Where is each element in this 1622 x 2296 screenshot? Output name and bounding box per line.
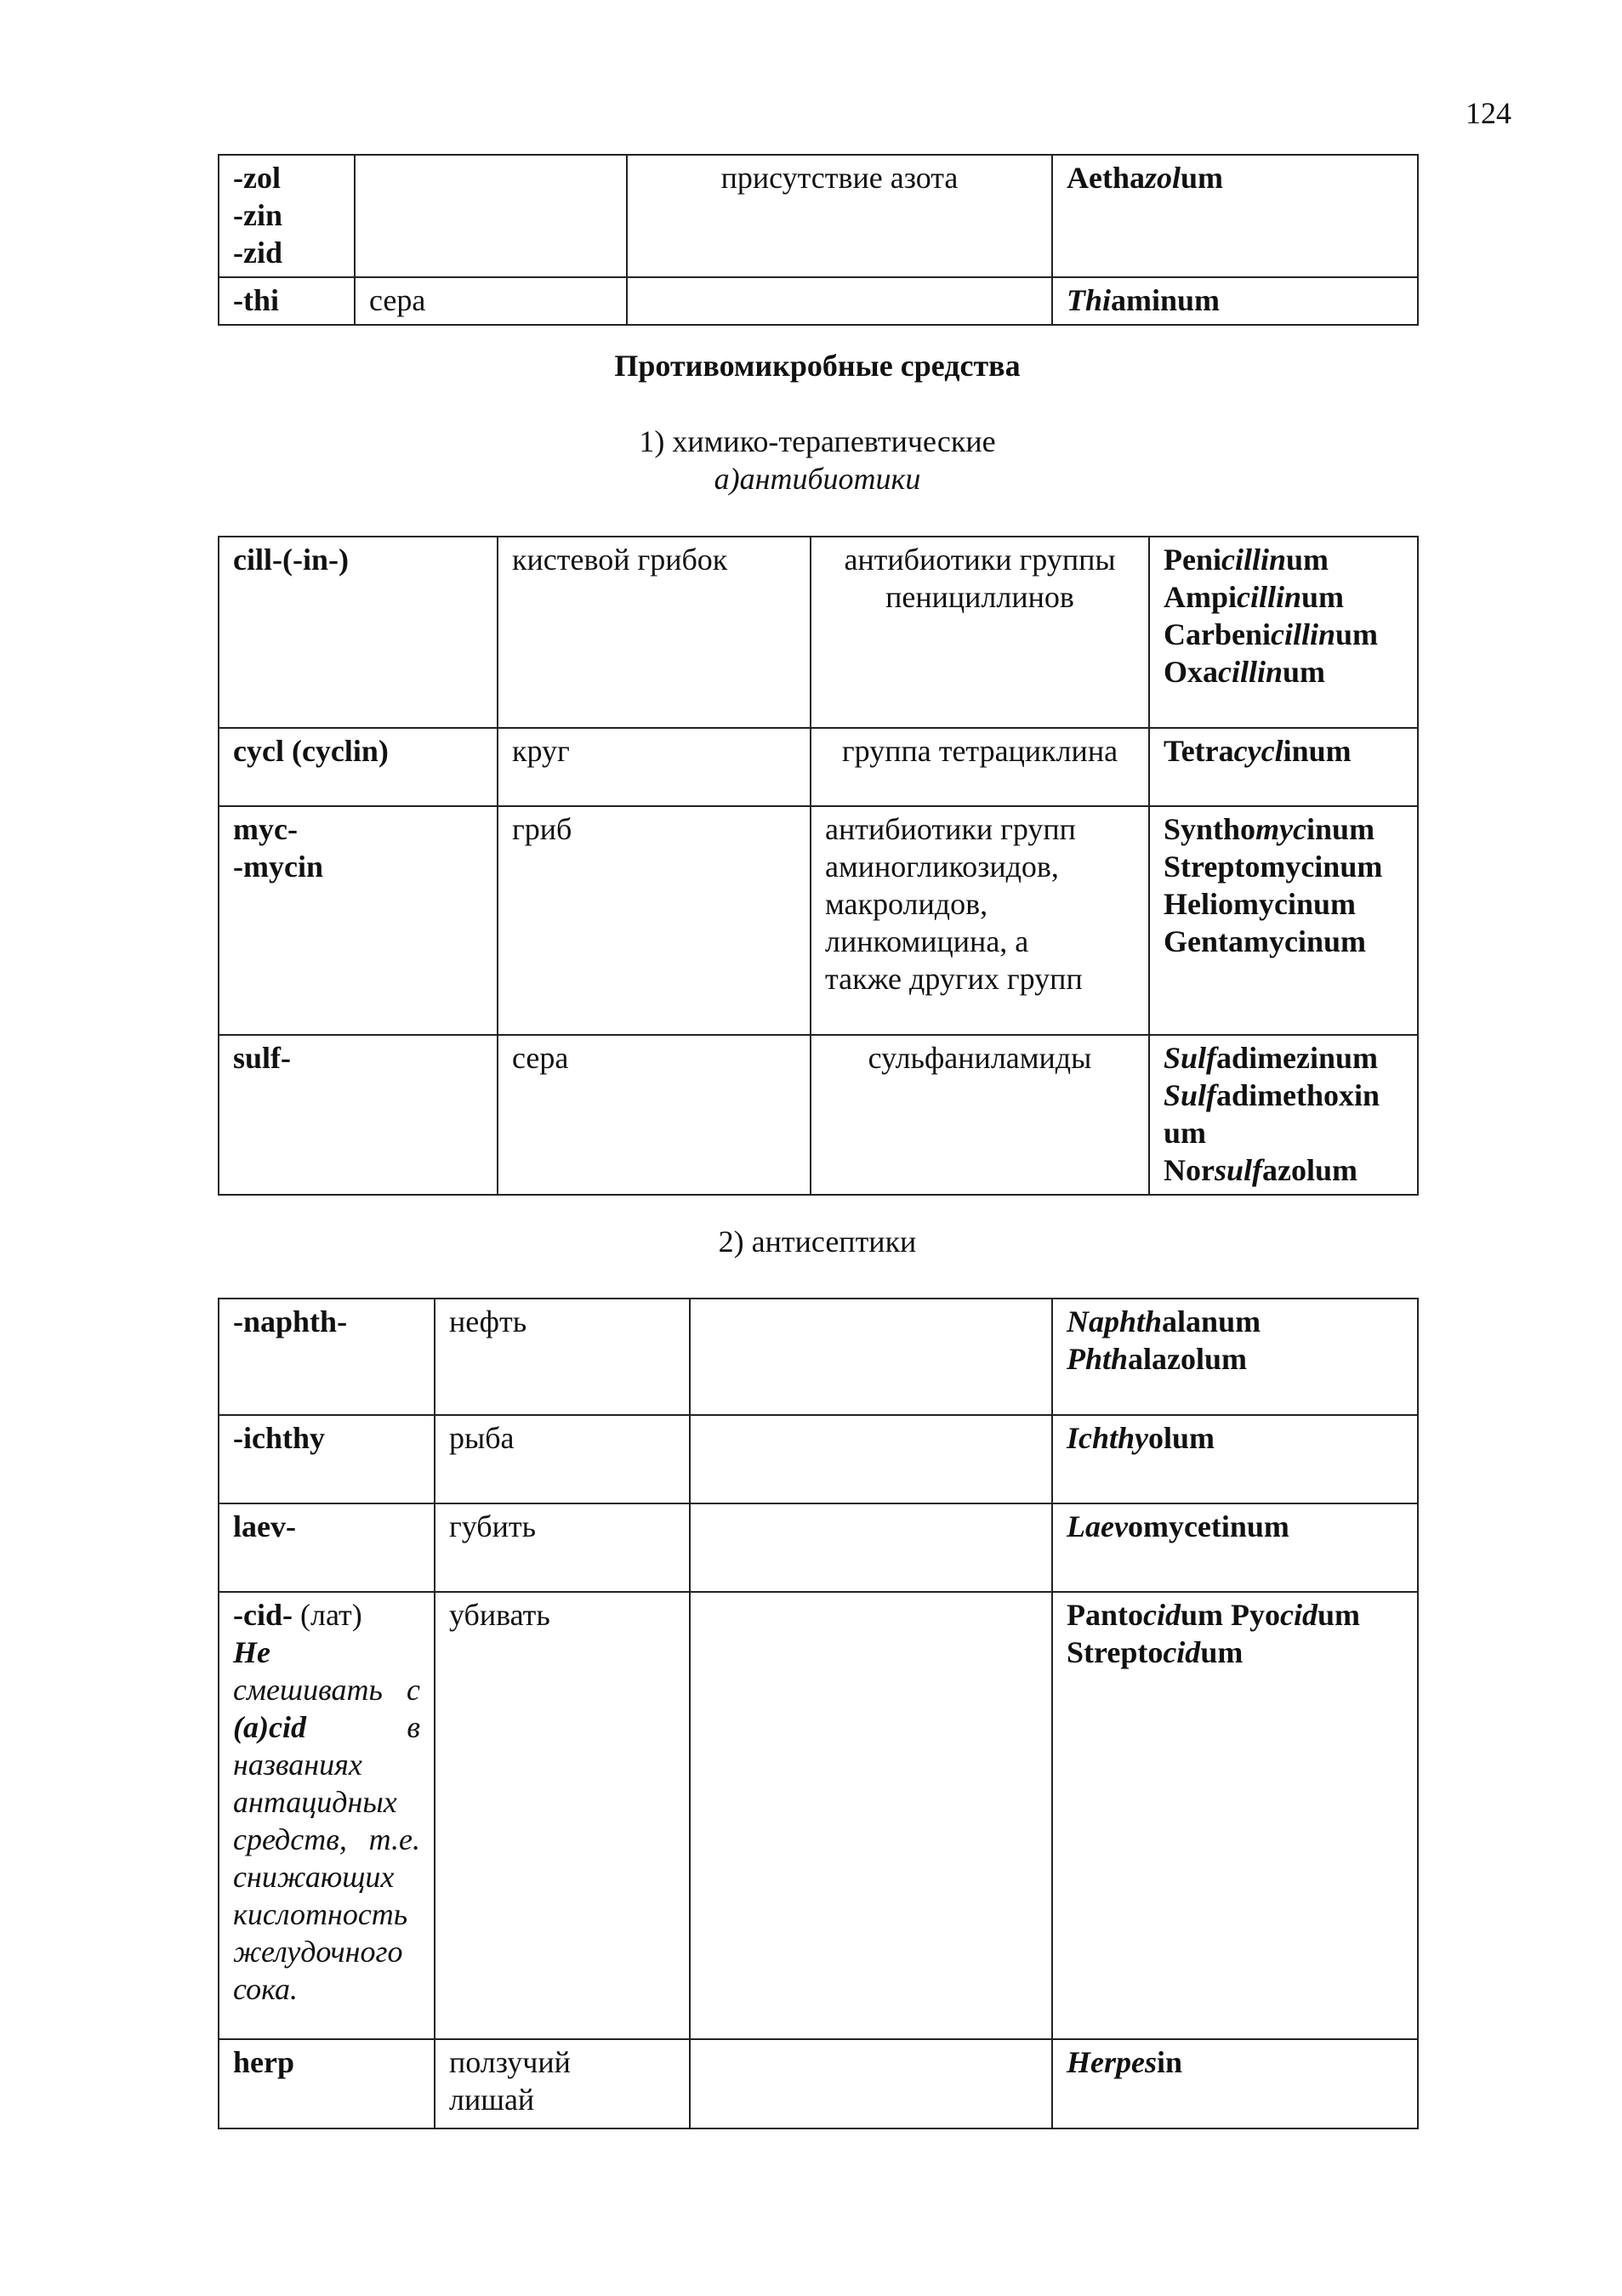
highlighted-stem: cillin — [1218, 655, 1283, 689]
section-title: Противомикробные средства — [614, 349, 1021, 383]
name-part: Gentamycinum — [1164, 924, 1366, 958]
stem-cell: -zol -zin -zid — [219, 155, 355, 277]
drug-name — [1067, 1508, 1403, 1545]
name-part: Heliomycinum — [1164, 887, 1356, 921]
cell-line: сульфаниламиды — [868, 1041, 1092, 1075]
highlighted-stem: cid — [1163, 1635, 1201, 1669]
name-part: Streptomycinum — [1164, 850, 1383, 884]
highlighted-stem: cillin — [1237, 580, 1302, 614]
meaning-cell — [435, 1299, 690, 1415]
table-row — [219, 537, 1418, 728]
drug-name — [1164, 1151, 1403, 1189]
name-part: Strepto — [1067, 1635, 1164, 1669]
name-part: inum — [1283, 734, 1352, 768]
name-part: alazolum — [1128, 1342, 1248, 1376]
name-part: um — [1181, 161, 1224, 195]
stem-cell: laev- — [219, 1503, 435, 1592]
name-part: Syntho — [1164, 812, 1256, 846]
cell-line: sulf- — [233, 1041, 292, 1075]
highlighted-stem: sulf — [1214, 1153, 1263, 1187]
cell-line: антибиотики группы — [844, 543, 1116, 577]
highlighted-stem: Phth — [1067, 1342, 1129, 1376]
highlighted-stem: cid — [1279, 1598, 1318, 1632]
cell-line: ползучий — [449, 2045, 571, 2079]
cell-line: -mycin — [233, 850, 323, 884]
drug-name — [1067, 1634, 1403, 1671]
drug-name — [1164, 541, 1403, 578]
cell-line: кистевой грибок — [512, 543, 728, 577]
highlighted-stem: Herpes — [1067, 2045, 1157, 2079]
cell-line: губить — [449, 1509, 537, 1543]
meaning-cell — [435, 1415, 690, 1503]
drug-name — [1164, 1039, 1403, 1077]
drug-name — [1164, 810, 1403, 848]
stem-cell — [219, 806, 498, 1035]
highlighted-stem: Naphth — [1067, 1304, 1163, 1338]
stem-cell — [219, 537, 498, 728]
cell-line: пенициллинов — [885, 580, 1074, 614]
group-cell — [811, 537, 1149, 728]
cell-line: группа тетрациклина — [841, 734, 1118, 768]
example-cell — [1149, 1035, 1418, 1195]
name-part: aminum — [1111, 283, 1221, 317]
stem-cell: -ichthy — [219, 1415, 435, 1503]
cell-line: cill-(-in-) — [233, 543, 349, 577]
highlighted-stem: cillin — [1271, 617, 1336, 651]
cell-line: антибиотики групп — [825, 812, 1076, 846]
drug-name — [1164, 885, 1403, 923]
table-row — [219, 1415, 1418, 1503]
group-cell — [811, 1035, 1149, 1195]
name-part: um — [1164, 1116, 1207, 1150]
drug-name — [1067, 1419, 1403, 1457]
highlighted-stem: Sulf — [1164, 1041, 1217, 1075]
example-cell — [1052, 277, 1418, 325]
example-cell — [1149, 537, 1418, 728]
cell-line: лишай — [449, 2083, 535, 2117]
meaning-cell — [498, 537, 811, 728]
drug-name — [1067, 1340, 1403, 1378]
table-row — [219, 1592, 1418, 2039]
empty-cell — [690, 1299, 1052, 1415]
cell-line: нефть — [449, 1304, 527, 1338]
stem-cell — [219, 728, 498, 806]
name-part: in — [1156, 2045, 1183, 2079]
table-row — [219, 728, 1418, 806]
name-part: olum — [1148, 1421, 1215, 1455]
usage-note: Не смешивать с (a)cid в названиях антацидных средств, т.е. снижающих кислотность желудочного сока. — [233, 1635, 420, 2006]
name-part: Carbeni — [1164, 617, 1271, 651]
name-part: um — [1335, 617, 1379, 651]
highlighted-stem: Sulf — [1164, 1078, 1217, 1112]
highlighted-stem: cycl — [1233, 734, 1283, 768]
cell-line: убивать — [449, 1598, 550, 1632]
subsection-subtitle: а)антибиотики — [714, 462, 921, 496]
name-part: Aetha — [1067, 161, 1145, 195]
cell-line: myc- — [233, 812, 298, 846]
cell-line: макролидов, — [825, 887, 988, 921]
empty-cell — [690, 1592, 1052, 2039]
stem-cell: herp — [219, 2039, 435, 2128]
name-part: adimethoxin — [1216, 1078, 1380, 1112]
cell-line: линкомицина, а — [825, 924, 1029, 958]
name-part: um — [1286, 543, 1329, 577]
example-cell — [1149, 728, 1418, 806]
example-cell — [1052, 1415, 1418, 1503]
subsection-title: 2) антисептики — [718, 1225, 917, 1259]
table-row — [219, 277, 1418, 325]
subsection-title: 1) химико-терапевтические — [639, 424, 996, 458]
drug-name — [1164, 616, 1403, 653]
name-part: Peni — [1164, 543, 1221, 577]
highlighted-stem: cillin — [1221, 543, 1287, 577]
group-cell — [811, 728, 1149, 806]
group-cell — [627, 277, 1052, 325]
name-part: um Pyo — [1180, 1598, 1280, 1632]
highlighted-stem: cid — [1143, 1598, 1181, 1632]
table-row — [219, 2039, 1418, 2128]
empty-cell — [690, 1503, 1052, 1592]
table-row — [219, 1299, 1418, 1415]
table-row — [219, 806, 1418, 1035]
drug-name — [1067, 2043, 1403, 2081]
stem-language: (лат) — [292, 1598, 362, 1632]
drug-name — [1164, 732, 1403, 770]
empty-cell — [690, 1415, 1052, 1503]
page-number: 124 — [1465, 96, 1511, 130]
cell-line: cycl (cyclin) — [233, 734, 389, 768]
drug-name — [1164, 653, 1403, 691]
example-cell — [1052, 1299, 1418, 1415]
drug-name — [1164, 1114, 1403, 1151]
name-part: inum — [1306, 812, 1375, 846]
group-cell — [811, 806, 1149, 1035]
meaning-cell — [498, 1035, 811, 1195]
drug-name — [1067, 1596, 1403, 1634]
drug-name — [1164, 923, 1403, 960]
cell-line: аминогликозидов, — [825, 850, 1059, 884]
stem-cell: -naphth- — [219, 1299, 435, 1415]
antiseptics-table — [218, 1298, 1419, 2129]
name-part: um — [1200, 1635, 1244, 1669]
antibiotics-table — [218, 536, 1419, 1196]
stem-cell: -thi — [219, 277, 355, 325]
example-cell — [1052, 1503, 1418, 1592]
meaning-cell — [355, 155, 627, 277]
highlighted-stem: Laev — [1067, 1509, 1128, 1543]
name-part: Oxa — [1164, 655, 1219, 689]
stem-text: -cid- — [233, 1598, 293, 1632]
name-part: um — [1301, 580, 1345, 614]
name-part: um — [1283, 655, 1326, 689]
highlighted-stem: myc — [1255, 812, 1307, 846]
name-part: azolum — [1262, 1153, 1358, 1187]
stems-table-continued — [218, 154, 1419, 326]
cell-line: сера — [512, 1041, 569, 1075]
cell-line: рыба — [449, 1421, 515, 1455]
cell-line: также других групп — [825, 962, 1083, 996]
meaning-cell: сера — [355, 277, 627, 325]
example-cell — [1052, 1592, 1418, 2039]
table-row — [219, 1503, 1418, 1592]
highlighted-stem: zol — [1145, 161, 1181, 195]
name-part: Nor — [1164, 1153, 1215, 1187]
name-part: Panto — [1067, 1598, 1143, 1632]
highlighted-stem: Thi — [1067, 283, 1112, 317]
name-part: Tetra — [1164, 734, 1234, 768]
name-part: Ampi — [1164, 580, 1238, 614]
table-row — [219, 155, 1418, 277]
empty-cell — [690, 2039, 1052, 2128]
table-row — [219, 1035, 1418, 1195]
meaning-cell — [435, 1592, 690, 2039]
name-part: omycetinum — [1127, 1509, 1289, 1543]
drug-name — [1164, 1077, 1403, 1114]
drug-name — [1164, 578, 1403, 616]
meaning-cell — [435, 1503, 690, 1592]
name-part: adimezinum — [1216, 1041, 1379, 1075]
drug-name — [1164, 848, 1403, 885]
stem-cell — [219, 1035, 498, 1195]
name-part: alanum — [1162, 1304, 1261, 1338]
group-cell: присутствие азота — [627, 155, 1052, 277]
meaning-cell — [435, 2039, 690, 2128]
example-cell — [1149, 806, 1418, 1035]
drug-name — [1067, 1303, 1403, 1340]
name-part: um — [1317, 1598, 1360, 1632]
stem-cell — [219, 1592, 435, 2039]
cell-line: круг — [512, 734, 570, 768]
highlighted-stem: Ichthy — [1067, 1421, 1149, 1455]
example-cell — [1052, 2039, 1418, 2128]
meaning-cell — [498, 728, 811, 806]
example-cell — [1052, 155, 1418, 277]
meaning-cell — [498, 806, 811, 1035]
cell-line: гриб — [512, 812, 572, 846]
